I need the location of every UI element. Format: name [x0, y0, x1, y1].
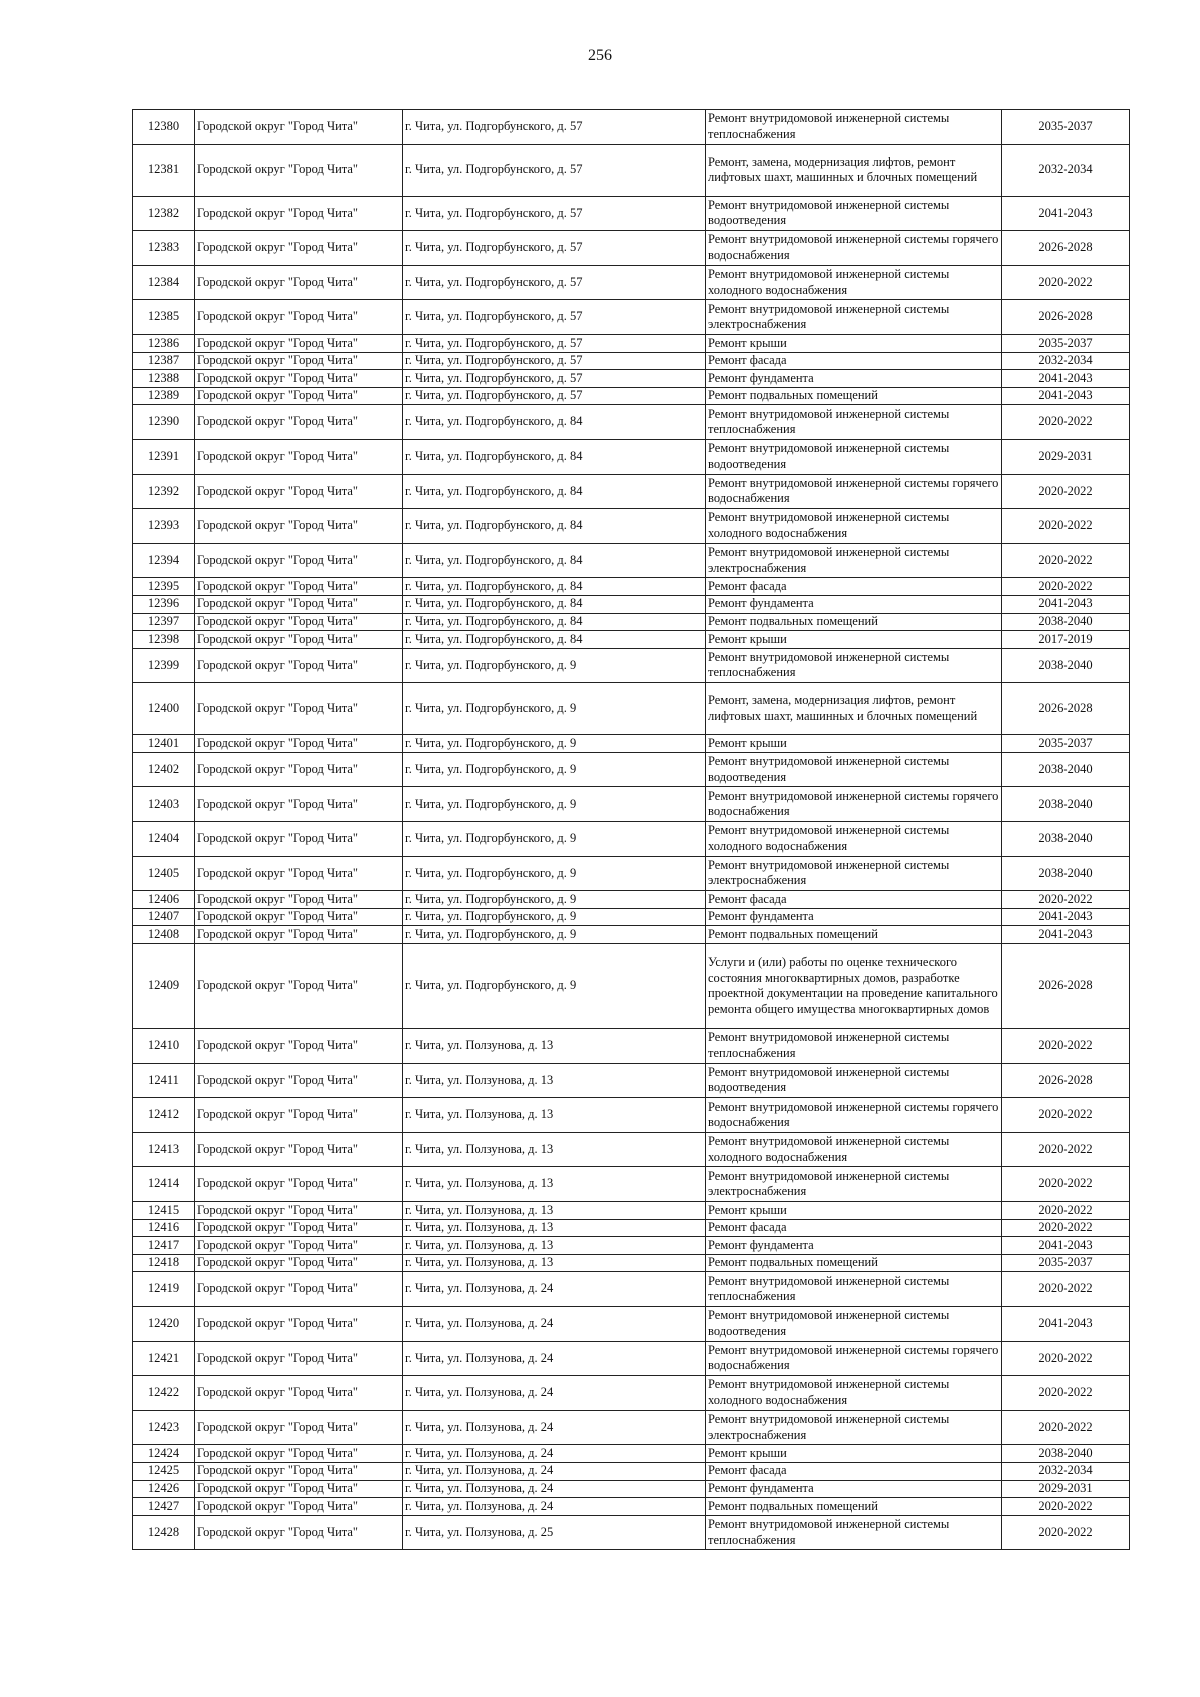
- table-row: [133, 856, 1130, 891]
- work-type-cell: Ремонт внутридомовой инженерной системы теплоснабжения: [706, 1029, 1002, 1064]
- row-number: 12405: [133, 856, 195, 891]
- address-cell: г. Чита, ул. Подгорбунского, д. 9: [403, 648, 706, 683]
- row-number: 12408: [133, 926, 195, 944]
- municipality-cell: Городской округ "Город Чита": [195, 509, 403, 544]
- period-cell: 2038-2040: [1002, 613, 1130, 631]
- table-row: [133, 1132, 1130, 1167]
- period-cell: 2020-2022: [1002, 1272, 1130, 1307]
- table-row: [133, 144, 1130, 196]
- municipality-cell: Городской округ "Город Чита": [195, 334, 403, 352]
- table-row: [133, 110, 1130, 145]
- municipality-cell: Городской округ "Город Чита": [195, 752, 403, 787]
- period-cell: 2032-2034: [1002, 352, 1130, 370]
- table-row: [133, 1219, 1130, 1237]
- address-cell: г. Чита, ул. Подгорбунского, д. 9: [403, 908, 706, 926]
- municipality-cell: Городской округ "Город Чита": [195, 822, 403, 857]
- address-cell: г. Чита, ул. Подгорбунского, д. 57: [403, 387, 706, 405]
- work-type-cell: Ремонт крыши: [706, 1202, 1002, 1220]
- period-cell: 2035-2037: [1002, 334, 1130, 352]
- municipality-cell: Городской округ "Город Чита": [195, 1132, 403, 1167]
- work-type-cell: Ремонт крыши: [706, 1445, 1002, 1463]
- table-row: [133, 613, 1130, 631]
- municipality-cell: Городской округ "Город Чита": [195, 787, 403, 822]
- table-row: [133, 1167, 1130, 1202]
- row-number: 12392: [133, 474, 195, 509]
- municipality-cell: Городской округ "Город Чита": [195, 110, 403, 145]
- period-cell: 2020-2022: [1002, 578, 1130, 596]
- period-cell: 2020-2022: [1002, 1202, 1130, 1220]
- row-number: 12385: [133, 300, 195, 335]
- municipality-cell: Городской округ "Город Чита": [195, 1445, 403, 1463]
- period-cell: 2041-2043: [1002, 926, 1130, 944]
- work-type-cell: Ремонт подвальных помещений: [706, 1254, 1002, 1272]
- table-row: [133, 631, 1130, 649]
- address-cell: г. Чита, ул. Ползунова, д. 13: [403, 1029, 706, 1064]
- row-number: 12421: [133, 1341, 195, 1376]
- table-row: [133, 1063, 1130, 1098]
- table-row: [133, 752, 1130, 787]
- municipality-cell: Городской округ "Город Чита": [195, 1254, 403, 1272]
- work-type-cell: Ремонт, замена, модернизация лифтов, ремонт лифтовых шахт, машинных и блочных помещений: [706, 144, 1002, 196]
- municipality-cell: Городской округ "Город Чита": [195, 387, 403, 405]
- table-row: [133, 1098, 1130, 1133]
- period-cell: 2035-2037: [1002, 110, 1130, 145]
- work-type-cell: Ремонт внутридомовой инженерной системы холодного водоснабжения: [706, 265, 1002, 300]
- work-type-cell: Ремонт фундамента: [706, 908, 1002, 926]
- row-number: 12384: [133, 265, 195, 300]
- row-number: 12422: [133, 1376, 195, 1411]
- work-type-cell: Ремонт подвальных помещений: [706, 1498, 1002, 1516]
- address-cell: г. Чита, ул. Ползунова, д. 24: [403, 1272, 706, 1307]
- row-number: 12398: [133, 631, 195, 649]
- period-cell: 2041-2043: [1002, 370, 1130, 388]
- table-row: [133, 595, 1130, 613]
- row-number: 12394: [133, 543, 195, 578]
- table-row: [133, 787, 1130, 822]
- period-cell: 2038-2040: [1002, 787, 1130, 822]
- address-cell: г. Чита, ул. Ползунова, д. 13: [403, 1063, 706, 1098]
- municipality-cell: Городской округ "Город Чита": [195, 300, 403, 335]
- work-type-cell: Ремонт фундамента: [706, 595, 1002, 613]
- table-row: [133, 196, 1130, 231]
- address-cell: г. Чита, ул. Подгорбунского, д. 84: [403, 631, 706, 649]
- table-row: [133, 543, 1130, 578]
- period-cell: 2020-2022: [1002, 1376, 1130, 1411]
- address-cell: г. Чита, ул. Подгорбунского, д. 57: [403, 370, 706, 388]
- table-row: [133, 474, 1130, 509]
- municipality-cell: Городской округ "Город Чита": [195, 265, 403, 300]
- address-cell: г. Чита, ул. Подгорбунского, д. 9: [403, 856, 706, 891]
- row-number: 12428: [133, 1515, 195, 1550]
- period-cell: 2017-2019: [1002, 631, 1130, 649]
- period-cell: 2026-2028: [1002, 300, 1130, 335]
- address-cell: г. Чита, ул. Ползунова, д. 24: [403, 1341, 706, 1376]
- municipality-cell: Городской округ "Город Чита": [195, 405, 403, 440]
- work-type-cell: Ремонт внутридомовой инженерной системы холодного водоснабжения: [706, 1132, 1002, 1167]
- period-cell: 2038-2040: [1002, 822, 1130, 857]
- row-number: 12400: [133, 683, 195, 735]
- work-type-cell: Ремонт крыши: [706, 735, 1002, 753]
- address-cell: г. Чита, ул. Подгорбунского, д. 9: [403, 735, 706, 753]
- work-type-cell: Ремонт внутридомовой инженерной системы электроснабжения: [706, 300, 1002, 335]
- municipality-cell: Городской округ "Город Чита": [195, 543, 403, 578]
- period-cell: 2020-2022: [1002, 543, 1130, 578]
- table-row: [133, 265, 1130, 300]
- municipality-cell: Городской округ "Город Чита": [195, 1306, 403, 1341]
- period-cell: 2020-2022: [1002, 1515, 1130, 1550]
- work-type-cell: Ремонт фундамента: [706, 1480, 1002, 1498]
- address-cell: г. Чита, ул. Подгорбунского, д. 9: [403, 891, 706, 909]
- municipality-cell: Городской округ "Город Чита": [195, 578, 403, 596]
- row-number: 12389: [133, 387, 195, 405]
- table-row: [133, 908, 1130, 926]
- table-row: [133, 334, 1130, 352]
- period-cell: 2038-2040: [1002, 1445, 1130, 1463]
- table-row: [133, 370, 1130, 388]
- row-number: 12411: [133, 1063, 195, 1098]
- municipality-cell: Городской округ "Город Чита": [195, 595, 403, 613]
- address-cell: г. Чита, ул. Ползунова, д. 24: [403, 1462, 706, 1480]
- work-type-cell: Ремонт подвальных помещений: [706, 613, 1002, 631]
- table-row: [133, 578, 1130, 596]
- municipality-cell: Городской округ "Город Чита": [195, 1515, 403, 1550]
- period-cell: 2041-2043: [1002, 1306, 1130, 1341]
- municipality-cell: Городской округ "Город Чита": [195, 196, 403, 231]
- address-cell: г. Чита, ул. Подгорбунского, д. 57: [403, 231, 706, 266]
- address-cell: г. Чита, ул. Подгорбунского, д. 84: [403, 509, 706, 544]
- table-row: [133, 1341, 1130, 1376]
- address-cell: г. Чита, ул. Подгорбунского, д. 9: [403, 787, 706, 822]
- work-type-cell: Ремонт внутридомовой инженерной системы электроснабжения: [706, 1167, 1002, 1202]
- municipality-cell: Городской округ "Город Чита": [195, 1237, 403, 1255]
- work-type-cell: Ремонт внутридомовой инженерной системы холодного водоснабжения: [706, 1376, 1002, 1411]
- municipality-cell: Городской округ "Город Чита": [195, 683, 403, 735]
- work-type-cell: Ремонт внутридомовой инженерной системы горячего водоснабжения: [706, 1098, 1002, 1133]
- municipality-cell: Городской округ "Город Чита": [195, 439, 403, 474]
- table-row: [133, 352, 1130, 370]
- address-cell: г. Чита, ул. Ползунова, д. 13: [403, 1254, 706, 1272]
- address-cell: г. Чита, ул. Ползунова, д. 13: [403, 1219, 706, 1237]
- period-cell: 2020-2022: [1002, 1410, 1130, 1445]
- period-cell: 2026-2028: [1002, 944, 1130, 1029]
- row-number: 12380: [133, 110, 195, 145]
- municipality-cell: Городской округ "Город Чита": [195, 1341, 403, 1376]
- work-type-cell: Ремонт фасада: [706, 1462, 1002, 1480]
- table-row: [133, 648, 1130, 683]
- work-type-cell: Ремонт внутридомовой инженерной системы теплоснабжения: [706, 110, 1002, 145]
- row-number: 12420: [133, 1306, 195, 1341]
- period-cell: 2020-2022: [1002, 1167, 1130, 1202]
- period-cell: 2020-2022: [1002, 405, 1130, 440]
- row-number: 12418: [133, 1254, 195, 1272]
- municipality-cell: Городской округ "Город Чита": [195, 856, 403, 891]
- row-number: 12427: [133, 1498, 195, 1516]
- row-number: 12401: [133, 735, 195, 753]
- row-number: 12406: [133, 891, 195, 909]
- period-cell: 2020-2022: [1002, 1219, 1130, 1237]
- table-row: [133, 1515, 1130, 1550]
- address-cell: г. Чита, ул. Ползунова, д. 13: [403, 1132, 706, 1167]
- work-type-cell: Ремонт внутридомовой инженерной системы теплоснабжения: [706, 405, 1002, 440]
- period-cell: 2029-2031: [1002, 439, 1130, 474]
- work-type-cell: Ремонт, замена, модернизация лифтов, ремонт лифтовых шахт, машинных и блочных помещений: [706, 683, 1002, 735]
- row-number: 12388: [133, 370, 195, 388]
- period-cell: 2026-2028: [1002, 1063, 1130, 1098]
- municipality-cell: Городской округ "Город Чита": [195, 1029, 403, 1064]
- municipality-cell: Городской округ "Город Чита": [195, 1480, 403, 1498]
- period-cell: 2035-2037: [1002, 1254, 1130, 1272]
- table-row: [133, 1202, 1130, 1220]
- row-number: 12423: [133, 1410, 195, 1445]
- address-cell: г. Чита, ул. Подгорбунского, д. 84: [403, 595, 706, 613]
- row-number: 12415: [133, 1202, 195, 1220]
- table-row: [133, 439, 1130, 474]
- work-type-cell: Ремонт фундамента: [706, 1237, 1002, 1255]
- row-number: 12390: [133, 405, 195, 440]
- table-row: [133, 387, 1130, 405]
- municipality-cell: Городской округ "Город Чита": [195, 231, 403, 266]
- work-type-cell: Ремонт внутридомовой инженерной системы водоотведения: [706, 196, 1002, 231]
- row-number: 12395: [133, 578, 195, 596]
- table-row: [133, 735, 1130, 753]
- row-number: 12417: [133, 1237, 195, 1255]
- work-type-cell: Ремонт фундамента: [706, 370, 1002, 388]
- address-cell: г. Чита, ул. Подгорбунского, д. 9: [403, 944, 706, 1029]
- address-cell: г. Чита, ул. Ползунова, д. 24: [403, 1376, 706, 1411]
- row-number: 12396: [133, 595, 195, 613]
- municipality-cell: Городской округ "Город Чита": [195, 1202, 403, 1220]
- address-cell: г. Чита, ул. Подгорбунского, д. 84: [403, 613, 706, 631]
- period-cell: 2041-2043: [1002, 595, 1130, 613]
- period-cell: 2041-2043: [1002, 1237, 1130, 1255]
- row-number: 12412: [133, 1098, 195, 1133]
- period-cell: 2020-2022: [1002, 1498, 1130, 1516]
- row-number: 12387: [133, 352, 195, 370]
- municipality-cell: Городской округ "Город Чита": [195, 1462, 403, 1480]
- row-number: 12407: [133, 908, 195, 926]
- work-type-cell: Ремонт внутридомовой инженерной системы водоотведения: [706, 439, 1002, 474]
- work-type-cell: Ремонт внутридомовой инженерной системы электроснабжения: [706, 543, 1002, 578]
- municipality-cell: Городской округ "Город Чита": [195, 891, 403, 909]
- work-type-cell: Ремонт внутридомовой инженерной системы водоотведения: [706, 1306, 1002, 1341]
- address-cell: г. Чита, ул. Ползунова, д. 24: [403, 1445, 706, 1463]
- address-cell: г. Чита, ул. Подгорбунского, д. 57: [403, 334, 706, 352]
- work-type-cell: Ремонт внутридомовой инженерной системы теплоснабжения: [706, 1272, 1002, 1307]
- period-cell: 2020-2022: [1002, 891, 1130, 909]
- address-cell: г. Чита, ул. Ползунова, д. 13: [403, 1237, 706, 1255]
- address-cell: г. Чита, ул. Подгорбунского, д. 57: [403, 352, 706, 370]
- work-type-cell: Ремонт крыши: [706, 631, 1002, 649]
- period-cell: 2041-2043: [1002, 196, 1130, 231]
- row-number: 12419: [133, 1272, 195, 1307]
- period-cell: 2026-2028: [1002, 231, 1130, 266]
- work-type-cell: Ремонт внутридомовой инженерной системы горячего водоснабжения: [706, 474, 1002, 509]
- work-type-cell: Ремонт внутридомовой инженерной системы холодного водоснабжения: [706, 822, 1002, 857]
- municipality-cell: Городской округ "Город Чита": [195, 1219, 403, 1237]
- work-type-cell: Ремонт фасада: [706, 578, 1002, 596]
- table-body: [133, 110, 1130, 1550]
- address-cell: г. Чита, ул. Подгорбунского, д. 9: [403, 683, 706, 735]
- work-type-cell: Ремонт крыши: [706, 334, 1002, 352]
- table-row: [133, 509, 1130, 544]
- period-cell: 2038-2040: [1002, 856, 1130, 891]
- address-cell: г. Чита, ул. Подгорбунского, д. 57: [403, 110, 706, 145]
- table-row: [133, 405, 1130, 440]
- address-cell: г. Чита, ул. Ползунова, д. 25: [403, 1515, 706, 1550]
- table-row: [133, 1306, 1130, 1341]
- work-type-cell: Ремонт внутридомовой инженерной системы электроснабжения: [706, 1410, 1002, 1445]
- row-number: 12402: [133, 752, 195, 787]
- table-row: [133, 926, 1130, 944]
- period-cell: 2020-2022: [1002, 1341, 1130, 1376]
- work-type-cell: Ремонт внутридомовой инженерной системы водоотведения: [706, 752, 1002, 787]
- row-number: 12383: [133, 231, 195, 266]
- row-number: 12397: [133, 613, 195, 631]
- work-type-cell: Ремонт фасада: [706, 352, 1002, 370]
- address-cell: г. Чита, ул. Подгорбунского, д. 9: [403, 926, 706, 944]
- address-cell: г. Чита, ул. Ползунова, д. 13: [403, 1202, 706, 1220]
- work-type-cell: Ремонт подвальных помещений: [706, 926, 1002, 944]
- address-cell: г. Чита, ул. Подгорбунского, д. 84: [403, 439, 706, 474]
- table-row: [133, 1376, 1130, 1411]
- work-type-cell: Ремонт внутридомовой инженерной системы теплоснабжения: [706, 648, 1002, 683]
- municipality-cell: Городской округ "Город Чита": [195, 1376, 403, 1411]
- address-cell: г. Чита, ул. Подгорбунского, д. 84: [403, 578, 706, 596]
- table-row: [133, 231, 1130, 266]
- row-number: 12393: [133, 509, 195, 544]
- address-cell: г. Чита, ул. Подгорбунского, д. 84: [403, 405, 706, 440]
- table-row: [133, 1498, 1130, 1516]
- row-number: 12386: [133, 334, 195, 352]
- address-cell: г. Чита, ул. Ползунова, д. 24: [403, 1306, 706, 1341]
- municipality-cell: Городской округ "Город Чита": [195, 926, 403, 944]
- municipality-cell: Городской округ "Город Чита": [195, 474, 403, 509]
- address-cell: г. Чита, ул. Подгорбунского, д. 57: [403, 300, 706, 335]
- address-cell: г. Чита, ул. Подгорбунского, д. 57: [403, 265, 706, 300]
- period-cell: 2020-2022: [1002, 1132, 1130, 1167]
- row-number: 12410: [133, 1029, 195, 1064]
- work-type-cell: Ремонт подвальных помещений: [706, 387, 1002, 405]
- row-number: 12399: [133, 648, 195, 683]
- period-cell: 2020-2022: [1002, 1098, 1130, 1133]
- municipality-cell: Городской округ "Город Чита": [195, 648, 403, 683]
- municipality-cell: Городской округ "Город Чита": [195, 1167, 403, 1202]
- municipality-cell: Городской округ "Город Чита": [195, 1272, 403, 1307]
- address-cell: г. Чита, ул. Ползунова, д. 13: [403, 1098, 706, 1133]
- work-type-cell: Ремонт внутридомовой инженерной системы теплоснабжения: [706, 1515, 1002, 1550]
- table-row: [133, 1445, 1130, 1463]
- table-row: [133, 822, 1130, 857]
- table-row: [133, 1029, 1130, 1064]
- row-number: 12414: [133, 1167, 195, 1202]
- municipality-cell: Городской округ "Город Чита": [195, 1498, 403, 1516]
- municipality-cell: Городской округ "Город Чита": [195, 908, 403, 926]
- row-number: 12404: [133, 822, 195, 857]
- municipality-cell: Городской округ "Город Чита": [195, 944, 403, 1029]
- row-number: 12426: [133, 1480, 195, 1498]
- municipality-cell: Городской округ "Город Чита": [195, 631, 403, 649]
- work-type-cell: Ремонт внутридомовой инженерной системы горячего водоснабжения: [706, 787, 1002, 822]
- address-cell: г. Чита, ул. Ползунова, д. 13: [403, 1167, 706, 1202]
- period-cell: 2026-2028: [1002, 683, 1130, 735]
- municipality-cell: Городской округ "Город Чита": [195, 370, 403, 388]
- table-row: [133, 891, 1130, 909]
- address-cell: г. Чита, ул. Ползунова, д. 24: [403, 1480, 706, 1498]
- period-cell: 2035-2037: [1002, 735, 1130, 753]
- table-row: [133, 1237, 1130, 1255]
- table-row: [133, 1462, 1130, 1480]
- page-number: 256: [588, 47, 612, 64]
- work-type-cell: Ремонт внутридомовой инженерной системы горячего водоснабжения: [706, 231, 1002, 266]
- row-number: 12424: [133, 1445, 195, 1463]
- period-cell: 2020-2022: [1002, 474, 1130, 509]
- address-cell: г. Чита, ул. Подгорбунского, д. 84: [403, 474, 706, 509]
- row-number: 12381: [133, 144, 195, 196]
- table-row: [133, 683, 1130, 735]
- address-cell: г. Чита, ул. Подгорбунского, д. 57: [403, 196, 706, 231]
- period-cell: 2041-2043: [1002, 387, 1130, 405]
- work-type-cell: Ремонт фасада: [706, 1219, 1002, 1237]
- period-cell: 2020-2022: [1002, 1029, 1130, 1064]
- address-cell: г. Чита, ул. Подгорбунского, д. 84: [403, 543, 706, 578]
- municipality-cell: Городской округ "Город Чита": [195, 613, 403, 631]
- period-cell: 2038-2040: [1002, 648, 1130, 683]
- municipality-cell: Городской округ "Город Чита": [195, 1098, 403, 1133]
- row-number: 12403: [133, 787, 195, 822]
- period-cell: 2020-2022: [1002, 265, 1130, 300]
- row-number: 12391: [133, 439, 195, 474]
- row-number: 12416: [133, 1219, 195, 1237]
- period-cell: 2038-2040: [1002, 752, 1130, 787]
- address-cell: г. Чита, ул. Ползунова, д. 24: [403, 1498, 706, 1516]
- work-type-cell: Ремонт фасада: [706, 891, 1002, 909]
- row-number: 12425: [133, 1462, 195, 1480]
- period-cell: 2041-2043: [1002, 908, 1130, 926]
- work-type-cell: Ремонт внутридомовой инженерной системы холодного водоснабжения: [706, 509, 1002, 544]
- municipality-cell: Городской округ "Город Чита": [195, 144, 403, 196]
- period-cell: 2020-2022: [1002, 509, 1130, 544]
- municipality-cell: Городской округ "Город Чита": [195, 735, 403, 753]
- table-row: [133, 1480, 1130, 1498]
- row-number: 12413: [133, 1132, 195, 1167]
- table-row: [133, 1272, 1130, 1307]
- row-number: 12382: [133, 196, 195, 231]
- address-cell: г. Чита, ул. Ползунова, д. 24: [403, 1410, 706, 1445]
- address-cell: г. Чита, ул. Подгорбунского, д. 9: [403, 822, 706, 857]
- period-cell: 2032-2034: [1002, 144, 1130, 196]
- table-row: [133, 1410, 1130, 1445]
- table-row: [133, 300, 1130, 335]
- row-number: 12409: [133, 944, 195, 1029]
- address-cell: г. Чита, ул. Подгорбунского, д. 9: [403, 752, 706, 787]
- address-cell: г. Чита, ул. Подгорбунского, д. 57: [403, 144, 706, 196]
- table-row: [133, 944, 1130, 1029]
- work-type-cell: Услуги и (или) работы по оценке технического состояния многоквартирных домов, разработке проектной документации на проведение капитального ремонта общего имущества многоквартирных домов: [706, 944, 1002, 1029]
- municipality-cell: Городской округ "Город Чита": [195, 352, 403, 370]
- municipality-cell: Городской округ "Город Чита": [195, 1063, 403, 1098]
- work-type-cell: Ремонт внутридомовой инженерной системы горячего водоснабжения: [706, 1341, 1002, 1376]
- work-type-cell: Ремонт внутридомовой инженерной системы водоотведения: [706, 1063, 1002, 1098]
- period-cell: 2029-2031: [1002, 1480, 1130, 1498]
- work-type-cell: Ремонт внутридомовой инженерной системы электроснабжения: [706, 856, 1002, 891]
- repair-schedule-table: [132, 109, 1130, 1550]
- table-row: [133, 1254, 1130, 1272]
- period-cell: 2032-2034: [1002, 1462, 1130, 1480]
- municipality-cell: Городской округ "Город Чита": [195, 1410, 403, 1445]
